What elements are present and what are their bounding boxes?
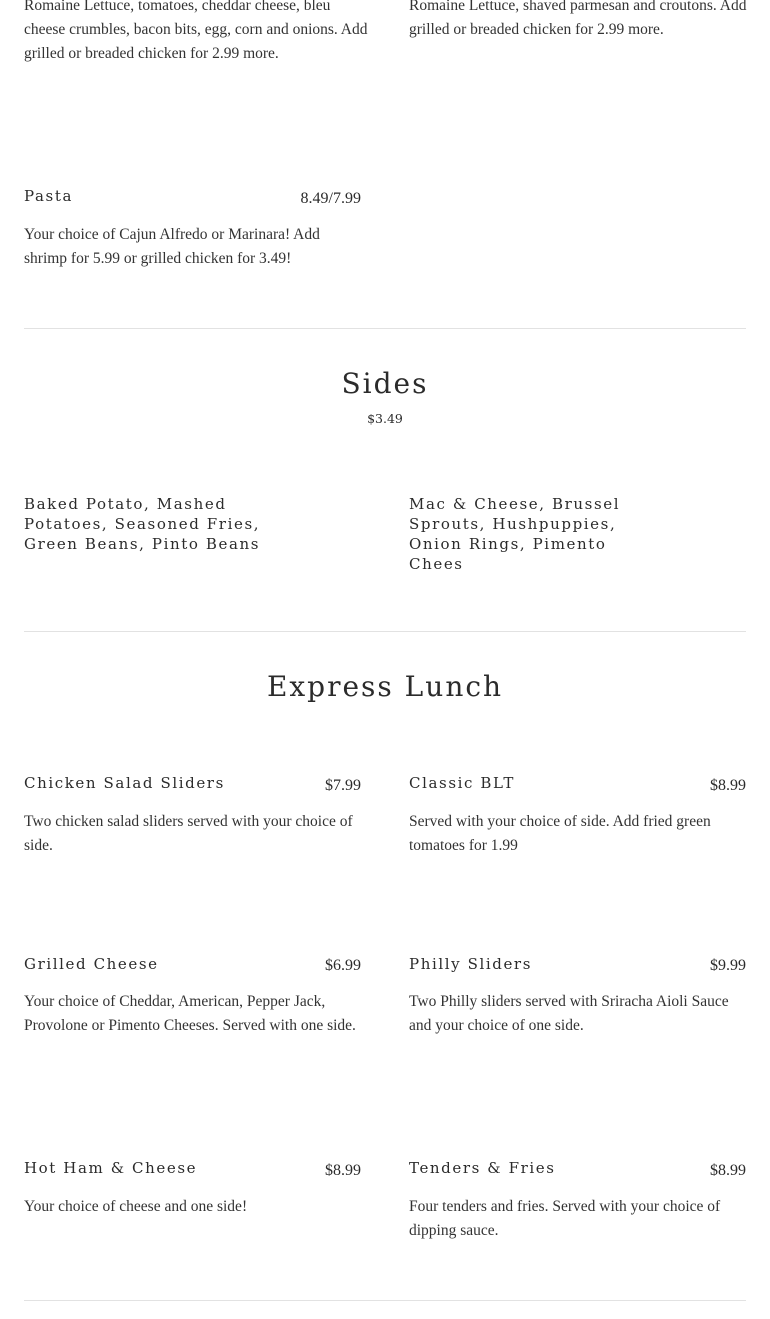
menu-item-description: Your choice of Cheddar, American, Pepper Jack, Provolone or Pimento Cheeses. Served with one side. [24, 993, 356, 1034]
pasta-name: Pasta [24, 187, 74, 205]
menu-item-description: Two Philly sliders served with Sriracha Aioli Sauce and your choice of one side. [409, 993, 729, 1034]
menu-item-name: Classic BLT [409, 774, 515, 792]
menu-item-name: Hot Ham & Cheese [24, 1159, 198, 1177]
sides-price: $3.49 [367, 411, 403, 426]
menu-item-price: $8.99 [710, 1162, 746, 1179]
salad-left-description: Romaine Lettuce, tomatoes, cheddar cheese, bleu cheese crumbles, bacon bits, egg, corn and onions. Add grilled or breaded chicken for 2.99 more. [24, 0, 368, 62]
salad-right-description: Romaine Lettuce, shaved parmesan and croutons. Add grilled or breaded chicken for 2.99 more. [409, 0, 747, 38]
section-divider [24, 1300, 746, 1301]
section-divider [24, 328, 746, 329]
menu-item-price: $7.99 [325, 777, 361, 794]
pasta-price: 8.49/7.99 [300, 190, 361, 207]
menu-item-description: Served with your choice of side. Add fried green tomatoes for 1.99 [409, 813, 711, 854]
sides-list-left: Baked Potato, Mashed Potatoes, Seasoned Fries, Green Beans, Pinto Beans [24, 495, 261, 553]
menu-item-price: $8.99 [710, 777, 746, 794]
menu-item-name: Chicken Salad Sliders [24, 774, 225, 792]
section-divider [24, 631, 746, 632]
menu-item-name: Philly Sliders [409, 955, 533, 973]
menu-item-name: Tenders & Fries [409, 1159, 556, 1177]
menu-item-price: $6.99 [325, 957, 361, 974]
pasta-description: Your choice of Cajun Alfredo or Marinara! Add shrimp for 5.99 or grilled chicken for 3.49! [24, 226, 320, 267]
menu-item-description: Your choice of cheese and one side! [24, 1198, 248, 1215]
sides-section-title: Sides [341, 367, 429, 400]
menu-item-description: Four tenders and fries. Served with your choice of dipping sauce. [409, 1198, 721, 1239]
express-lunch-section-title: Express Lunch [266, 670, 504, 703]
menu-item-price: $8.99 [325, 1162, 361, 1179]
menu-item-price: $9.99 [710, 957, 746, 974]
menu-item-name: Grilled Cheese [24, 955, 159, 973]
sides-list-right: Mac & Cheese, Brussel Sprouts, Hushpuppies, Onion Rings, Pimento Chees [409, 495, 621, 573]
menu-item-description: Two chicken salad sliders served with your choice of side. [24, 813, 353, 854]
